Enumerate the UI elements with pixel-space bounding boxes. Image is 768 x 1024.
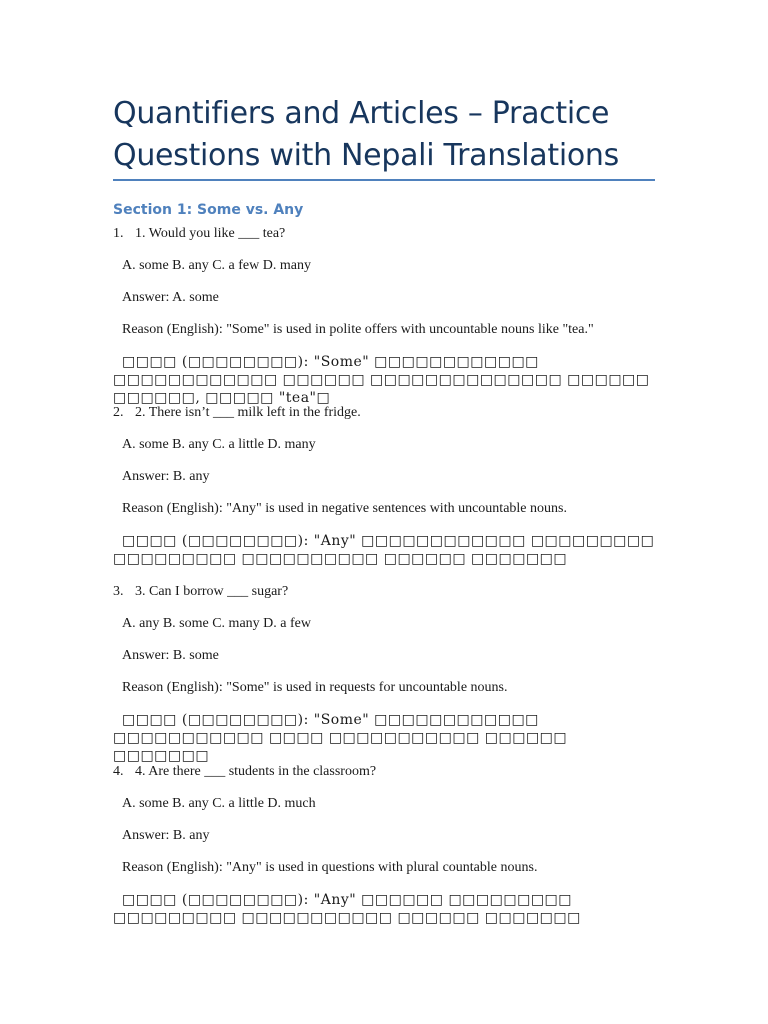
reason-nepali-text: □□□□ (□□□□□□□□): "Some" □□□□□□□□□□□□ □□□□□□□□□□□ □□□□ □□□□□□□□□□□ □□□□□□ □□□□□□□ — [113, 712, 568, 764]
question-4-answer: Answer: B. any — [122, 828, 210, 843]
question-4-options: A. some B. any C. a little D. much — [122, 796, 316, 811]
question-number: 1. — [113, 226, 124, 241]
question-1-options: A. some B. any C. a few D. many — [122, 258, 311, 273]
question-2-answer: Answer: B. any — [122, 469, 210, 484]
question-4 — [113, 763, 376, 781]
question-2-options: A. some B. any C. a little D. many — [122, 437, 316, 452]
question-3 — [113, 583, 288, 601]
question-3-reason-nepali — [113, 711, 658, 765]
question-text: 4. Are there ___ students in the classroom? — [135, 764, 377, 779]
question-text: 2. There isn’t ___ milk left in the fridge. — [135, 405, 361, 420]
question-text: 3. Can I borrow ___ sugar? — [135, 584, 289, 599]
question-1 — [113, 225, 285, 243]
question-3-reason-english: Reason (English): "Some" is used in requests for uncountable nouns. — [122, 680, 508, 695]
question-number: 3. — [113, 584, 124, 599]
question-2-reason-english: Reason (English): "Any" is used in negative sentences with uncountable nouns. — [122, 501, 567, 516]
question-1-reason-english: Reason (English): "Some" is used in polite offers with uncountable nouns like "tea." — [122, 322, 594, 337]
question-text: 1. Would you like ___ tea? — [135, 226, 286, 241]
question-number: 4. — [113, 764, 124, 779]
question-4-reason-nepali — [113, 891, 658, 927]
reason-nepali-text: □□□□ (□□□□□□□□): "Some" □□□□□□□□□□□□ □□□□□□□□□□□□ □□□□□□ □□□□□□□□□□□□□□ □□□□□□ □□□□□□, □□□□□ "tea"□ — [113, 354, 650, 406]
question-1-answer: Answer: A. some — [122, 290, 219, 305]
document-title: Quantifiers and Articles – Practice Questions with Nepali Translations — [113, 96, 619, 173]
title-underline — [113, 179, 655, 181]
section-heading: Section 1: Some vs. Any — [113, 202, 304, 218]
question-2-reason-nepali — [113, 532, 658, 568]
reason-nepali-text: □□□□ (□□□□□□□□): "Any" □□□□□□ □□□□□□□□□ □□□□□□□□□ □□□□□□□□□□□ □□□□□□ □□□□□□□ — [113, 892, 581, 926]
reason-nepali-text: □□□□ (□□□□□□□□): "Any" □□□□□□□□□□□□ □□□□□□□□□ □□□□□□□□□ □□□□□□□□□□ □□□□□□ □□□□□□□ — [113, 533, 655, 567]
question-3-answer: Answer: B. some — [122, 648, 219, 663]
question-3-options: A. any B. some C. many D. a few — [122, 616, 311, 631]
question-number: 2. — [113, 405, 124, 420]
question-4-reason-english: Reason (English): "Any" is used in questions with plural countable nouns. — [122, 860, 538, 875]
question-1-reason-nepali — [113, 353, 658, 407]
question-2 — [113, 404, 361, 422]
